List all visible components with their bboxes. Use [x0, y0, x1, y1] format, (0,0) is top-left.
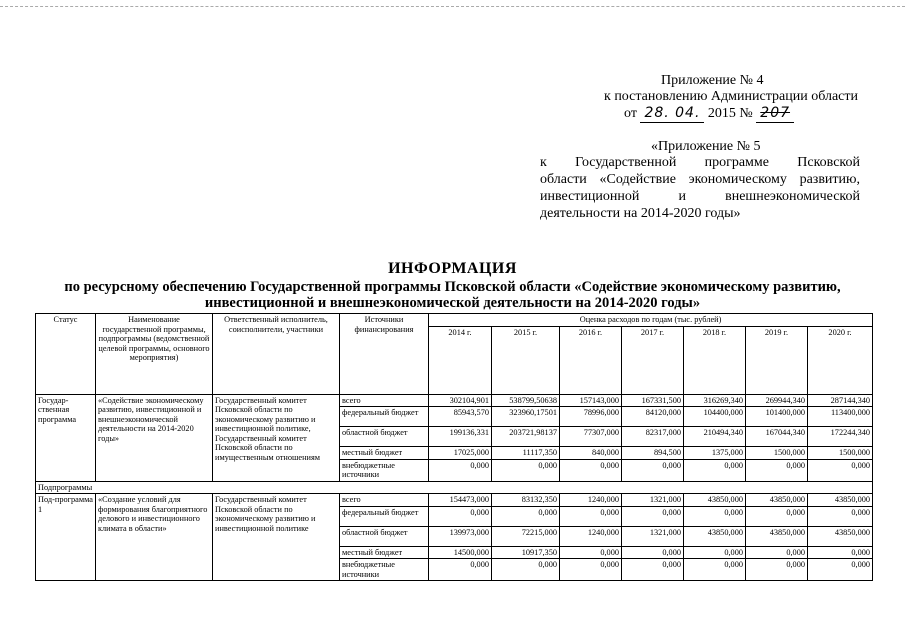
- value-cell: 0,000: [622, 459, 684, 481]
- header-name: Наименование государственной программы, подпрограммы (ведомственной целевой программы, основного мероприятия): [96, 314, 213, 395]
- value-cell: 172244,340: [808, 427, 873, 447]
- value-cell: 1240,000: [560, 494, 622, 507]
- document-subtitle-line2: инвестиционной и внешнеэкономической деятельности на 2014-2020 годы»: [204, 295, 701, 311]
- value-cell: 203721,98137: [492, 427, 560, 447]
- quote-line-4: инвестиционной и внешнеэкономической: [540, 189, 860, 204]
- header-estimate: Оценка расходов по годам (тыс. рублей): [429, 314, 873, 327]
- value-cell: 43850,000: [808, 494, 873, 507]
- value-cell: 199136,331: [429, 427, 492, 447]
- quote-line-3: области «Содействие экономическому развитию,: [540, 172, 860, 187]
- value-cell: 0,000: [746, 559, 808, 581]
- value-cell: 0,000: [560, 559, 622, 581]
- value-cell: 316269,340: [684, 394, 746, 407]
- value-cell: 1375,000: [684, 447, 746, 460]
- value-cell: 82317,000: [622, 427, 684, 447]
- value-cell: 17025,000: [429, 447, 492, 460]
- value-cell: 43850,000: [808, 526, 873, 546]
- program-executor: Государственный комитет Псковской области по экономическому развитию и инвестиционной политике, Государственный комитет Псковской области по имущественным отношениям: [213, 394, 340, 481]
- value-cell: 1321,000: [622, 526, 684, 546]
- resource-table: [35, 313, 873, 581]
- value-cell: 10917,350: [492, 546, 560, 559]
- handwritten-number: 207: [756, 104, 794, 123]
- value-cell: 167044,340: [746, 427, 808, 447]
- source-cell: областной бюджет: [340, 427, 429, 447]
- date-prefix: от: [624, 106, 637, 121]
- value-cell: 1321,000: [622, 494, 684, 507]
- source-cell: внебюджетные источники: [340, 459, 429, 481]
- program-status: Государ-ственная программа: [36, 394, 96, 481]
- scan-top-edge: [0, 6, 905, 9]
- source-cell: местный бюджет: [340, 447, 429, 460]
- value-cell: 0,000: [808, 459, 873, 481]
- header-year: 2017 г.: [622, 326, 684, 394]
- header-year: 2019 г.: [746, 326, 808, 394]
- value-cell: 0,000: [746, 546, 808, 559]
- header-status: Статус: [36, 314, 96, 395]
- value-cell: 85943,570: [429, 407, 492, 427]
- value-cell: 210494,340: [684, 427, 746, 447]
- appendix-date-line: [624, 104, 858, 123]
- appendix-reference: к постановлению Администрации области: [604, 89, 858, 104]
- value-cell: 43850,000: [746, 526, 808, 546]
- value-cell: 0,000: [560, 459, 622, 481]
- source-cell: всего: [340, 394, 429, 407]
- header-year: 2018 г.: [684, 326, 746, 394]
- value-cell: 269944,340: [746, 394, 808, 407]
- value-cell: 78996,000: [560, 407, 622, 427]
- subprogram-executor: Государственный комитет Псковской области по экономическому развитию и инвестиционной политике: [213, 494, 340, 581]
- subprogram-status: Под-программа 1: [36, 494, 96, 581]
- source-cell: федеральный бюджет: [340, 407, 429, 427]
- header-year: 2014 г.: [429, 326, 492, 394]
- value-cell: 154473,000: [429, 494, 492, 507]
- value-cell: 113400,000: [808, 407, 873, 427]
- value-cell: 0,000: [684, 546, 746, 559]
- value-cell: 0,000: [684, 559, 746, 581]
- document-subtitle-line1: по ресурсному обеспечению Государственной программы Псковской области «Содействие экономическому развитию,: [64, 279, 841, 295]
- table-row: [36, 494, 873, 507]
- value-cell: 0,000: [622, 506, 684, 526]
- value-cell: 0,000: [429, 559, 492, 581]
- value-cell: 72215,000: [492, 526, 560, 546]
- header-source: Источники финансирования: [340, 314, 429, 395]
- value-cell: 0,000: [492, 559, 560, 581]
- value-cell: 157143,000: [560, 394, 622, 407]
- value-cell: 287144,340: [808, 394, 873, 407]
- subprogram-name: «Создание условий для формирования благоприятного делового и инвестиционного климата в области»: [96, 494, 213, 581]
- document-heading: ИНФОРМАЦИЯ: [388, 260, 517, 277]
- value-cell: 1500,000: [746, 447, 808, 460]
- value-cell: 0,000: [746, 459, 808, 481]
- value-cell: 0,000: [560, 506, 622, 526]
- source-cell: федеральный бюджет: [340, 506, 429, 526]
- value-cell: 0,000: [684, 506, 746, 526]
- value-cell: 1500,000: [808, 447, 873, 460]
- program-name: «Содействие экономическому развитию, инвестиционной и внешнеэкономической деятельности на 2014-2020 годы»: [96, 394, 213, 481]
- quote-line-2: к Государственной программе Псковской: [540, 155, 860, 170]
- value-cell: 0,000: [808, 506, 873, 526]
- quote-line-5: деятельности на 2014-2020 годы»: [540, 206, 741, 221]
- value-cell: 894,500: [622, 447, 684, 460]
- value-cell: 538799,50638: [492, 394, 560, 407]
- value-cell: 0,000: [560, 546, 622, 559]
- value-cell: 101400,000: [746, 407, 808, 427]
- table-row: [36, 394, 873, 407]
- value-cell: 104400,000: [684, 407, 746, 427]
- value-cell: 0,000: [492, 459, 560, 481]
- value-cell: 302104,901: [429, 394, 492, 407]
- header-year: 2015 г.: [492, 326, 560, 394]
- value-cell: 1240,000: [560, 526, 622, 546]
- value-cell: 840,000: [560, 447, 622, 460]
- source-cell: внебюджетные источники: [340, 559, 429, 581]
- source-cell: местный бюджет: [340, 546, 429, 559]
- value-cell: 84120,000: [622, 407, 684, 427]
- handwritten-date: 28. 04.: [640, 104, 704, 123]
- value-cell: 0,000: [746, 506, 808, 526]
- appendix-number: Приложение № 4: [661, 73, 764, 88]
- date-year: 2015 №: [707, 106, 753, 121]
- value-cell: 77307,000: [560, 427, 622, 447]
- value-cell: 43850,000: [684, 494, 746, 507]
- value-cell: 83132,350: [492, 494, 560, 507]
- value-cell: 0,000: [684, 459, 746, 481]
- value-cell: 139973,000: [429, 526, 492, 546]
- header-year: 2016 г.: [560, 326, 622, 394]
- value-cell: 43850,000: [746, 494, 808, 507]
- value-cell: 0,000: [808, 546, 873, 559]
- source-cell: всего: [340, 494, 429, 507]
- value-cell: 0,000: [429, 506, 492, 526]
- value-cell: 0,000: [492, 506, 560, 526]
- header-executor: Ответственный исполнитель, соисполнители, участники: [213, 314, 340, 395]
- table-row: [36, 481, 873, 494]
- value-cell: 167331,500: [622, 394, 684, 407]
- value-cell: 14500,000: [429, 546, 492, 559]
- value-cell: 43850,000: [684, 526, 746, 546]
- quote-appendix-number: «Приложение № 5: [651, 139, 761, 154]
- header-year: 2020 г.: [808, 326, 873, 394]
- value-cell: 0,000: [622, 546, 684, 559]
- source-cell: областной бюджет: [340, 526, 429, 546]
- subprograms-label: Подпрограммы: [36, 481, 873, 494]
- value-cell: 323960,17501: [492, 407, 560, 427]
- value-cell: 0,000: [622, 559, 684, 581]
- value-cell: 11117,350: [492, 447, 560, 460]
- value-cell: 0,000: [429, 459, 492, 481]
- value-cell: 0,000: [808, 559, 873, 581]
